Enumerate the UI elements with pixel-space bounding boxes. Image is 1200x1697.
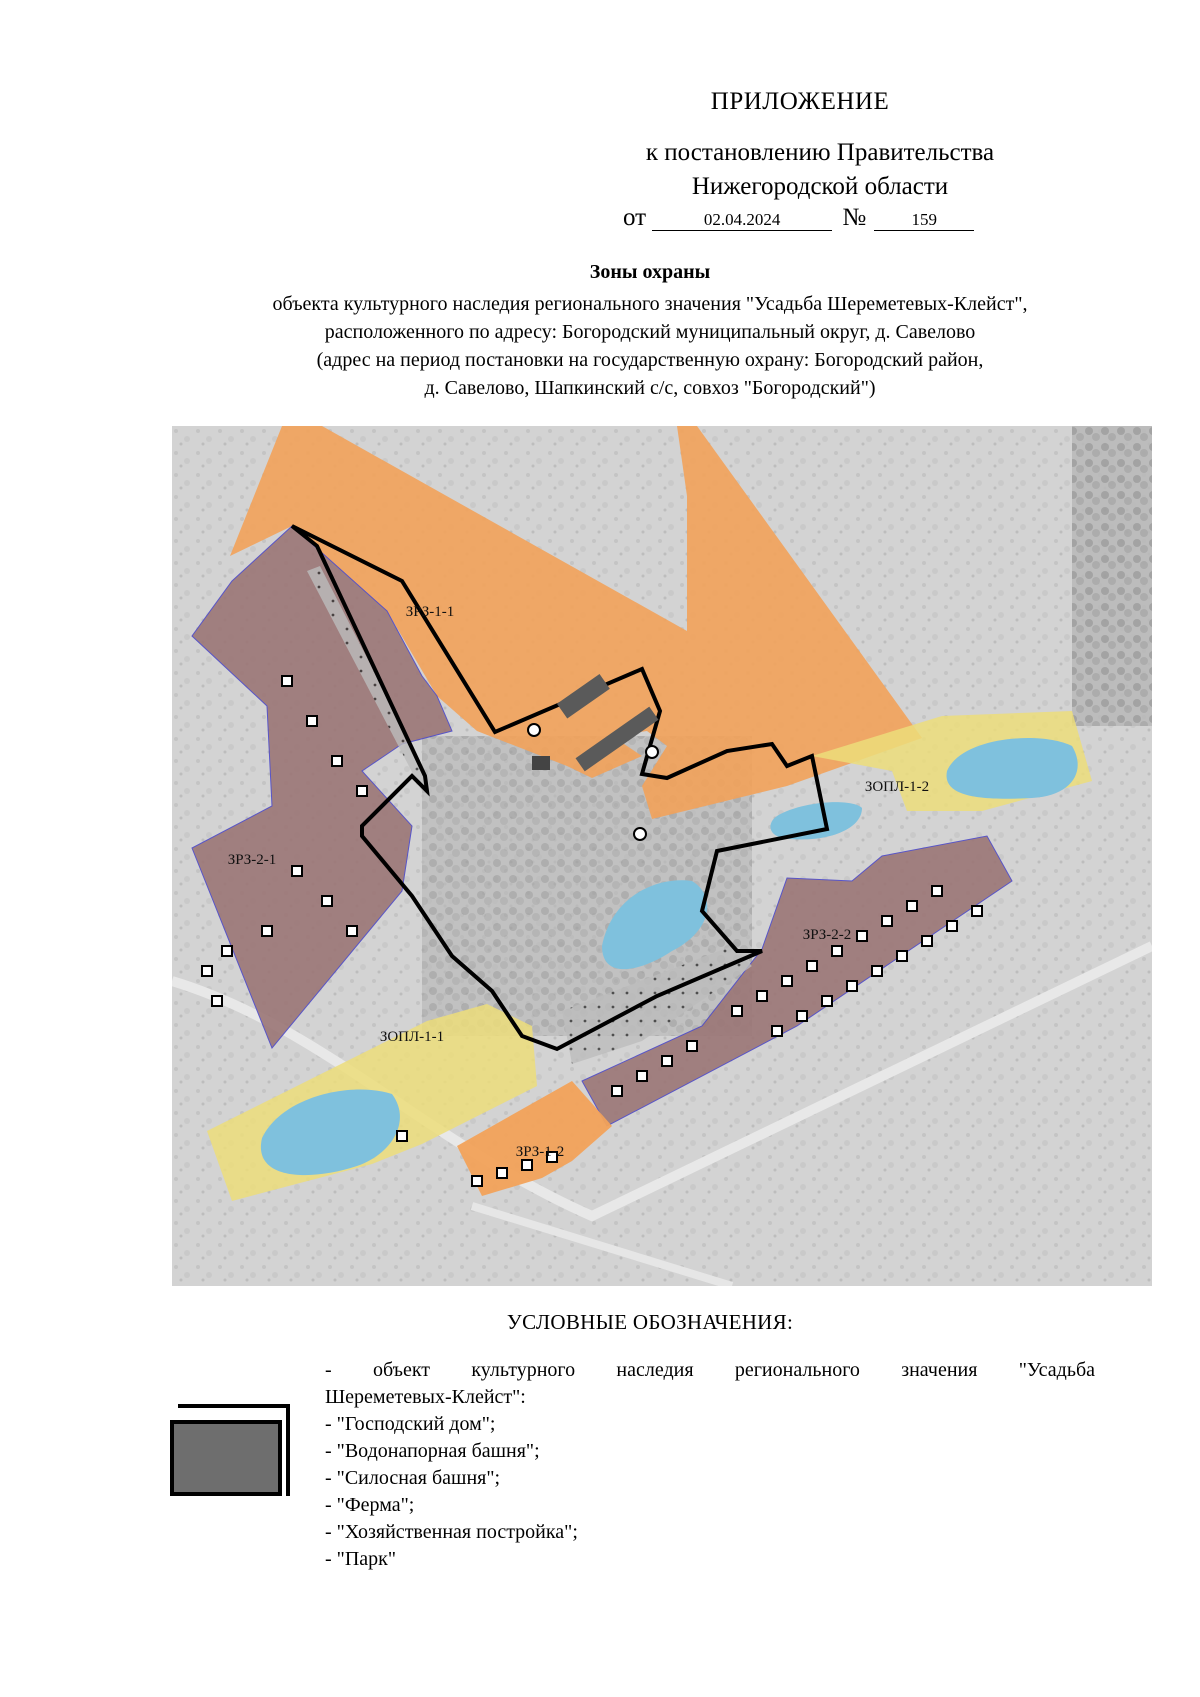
label-zopl-1-1: ЗОПЛ-1-1 <box>379 1029 445 1045</box>
decree-line-2: Нижегородской области <box>691 173 949 200</box>
subtitle-line-4: д. Савелово, Шапкинский с/с, совхоз "Богородский") <box>424 377 876 399</box>
outbuilding <box>532 756 550 770</box>
subtitle-line-3: (адрес на период постановки на государственную охрану: Богородский район, <box>316 349 984 371</box>
number-sign: № <box>842 204 867 231</box>
legend-item: - "Водонапорная башня"; <box>325 1440 540 1462</box>
decree-reference <box>520 136 1120 204</box>
subtitle-line-1: объекта культурного наследия регионального значения "Усадьба Шереметевых-Клейст", <box>272 293 1028 315</box>
legend-item: - "Ферма"; <box>325 1494 415 1516</box>
decree-date-line <box>623 204 974 232</box>
document-subtitle <box>130 290 1170 402</box>
heritage-object-legend-symbol <box>170 1402 294 1498</box>
label-zrz-2-2: ЗРЗ-2-2 <box>802 927 852 943</box>
date-prefix: от <box>623 204 647 231</box>
silo-tower <box>646 746 658 758</box>
legend-item: - "Хозяйственная постройка"; <box>325 1521 578 1543</box>
label-zrz-1-2: ЗРЗ-1-2 <box>515 1144 565 1160</box>
legend-entries <box>325 1357 1095 1573</box>
label-zopl-1-2: ЗОПЛ-1-2 <box>864 779 930 795</box>
forest-area <box>1072 426 1152 726</box>
decree-number: 159 <box>874 210 974 231</box>
silo-tower <box>634 828 646 840</box>
legend-lead-2: Шереметевых-Клейст": <box>325 1386 526 1408</box>
water-tower <box>528 724 540 736</box>
label-zrz-1-1: ЗРЗ-1-1 <box>405 604 455 620</box>
legend-item: - "Господский дом"; <box>325 1413 496 1435</box>
legend-item: - "Парк" <box>325 1548 397 1570</box>
protection-zones-map <box>172 426 1152 1286</box>
document-heading: Зоны охраны <box>589 261 711 283</box>
subtitle-line-2: расположенного по адресу: Богородский муниципальный округ, д. Савелово <box>324 321 976 343</box>
decree-line-1: к постановлению Правительства <box>645 139 995 166</box>
label-zrz-2-1: ЗРЗ-2-1 <box>227 852 277 868</box>
decree-date: 02.04.2024 <box>652 210 832 231</box>
appendix-title: ПРИЛОЖЕНИЕ <box>710 88 890 115</box>
legend-item: - "Силосная башня"; <box>325 1467 501 1489</box>
legend-title: УСЛОВНЫЕ ОБОЗНАЧЕНИЯ: <box>506 1310 794 1334</box>
legend-lead: - объект культурного наследия регионального значения "Усадьба <box>325 1359 1095 1381</box>
